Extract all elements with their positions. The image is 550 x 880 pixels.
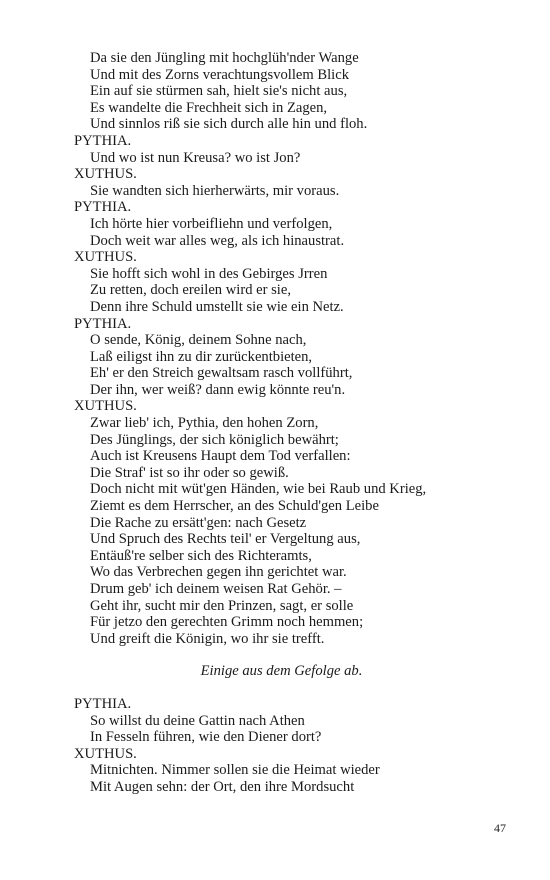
verse-line: Denn ihre Schuld umstellt sie wie ein Netz. [90, 298, 344, 315]
verse-line: Ziemt es dem Herrscher, an des Schuld'gen Leibe [90, 498, 379, 515]
verse-line: Und greift die Königin, wo ihr sie trefft. [90, 630, 325, 647]
speaker-name: XUTHUS. [74, 745, 137, 762]
verse-line: Zu retten, doch ereilen wird er sie, [90, 282, 291, 299]
speaker-name: XUTHUS. [74, 166, 137, 183]
verse-line: Und wo ist nun Kreusa? wo ist Jon? [90, 149, 301, 166]
verse-line: O sende, König, deinem Sohne nach, [90, 332, 307, 349]
verse-line: Der ihn, wer weiß? dann ewig könnte reu'n. [90, 381, 346, 398]
verse-line: Auch ist Kreusens Haupt dem Tod verfallen: [90, 448, 351, 465]
speaker-name: PYTHIA. [74, 315, 132, 332]
verse-line: Ich hörte hier vorbeifliehn und verfolgen, [90, 215, 333, 232]
verse-line: Für jetzo den gerechten Grimm noch hemmen; [90, 614, 364, 631]
verse-line: Eh' er den Streich gewaltsam rasch vollführt, [90, 365, 353, 382]
verse-line: Die Rache zu ersätt'gen: nach Gesetz [90, 514, 307, 531]
verse-line: Des Jünglings, der sich königlich bewährt; [90, 431, 339, 448]
verse-line: Sie wandten sich hierherwärts, mir voraus. [90, 182, 340, 199]
speaker-name: PYTHIA. [74, 132, 132, 149]
verse-line: Zwar lieb' ich, Pythia, den hohen Zorn, [90, 415, 319, 432]
verse-line: Sie hofft sich wohl in des Gebirges Jrren [90, 265, 328, 282]
verse-line: Doch weit war alles weg, als ich hinaustrat. [90, 232, 345, 249]
verse-line: Und sinnlos riß sie sich durch alle hin und floh. [90, 116, 368, 133]
speaker-name: XUTHUS. [74, 249, 137, 266]
verse-line: Mitnichten. Nimmer sollen sie die Heimat wieder [90, 762, 380, 779]
stage-direction: Einige aus dem Gefolge ab. [200, 663, 363, 680]
verse-line: Die Straf' ist so ihr oder so gewiß. [90, 464, 289, 481]
speaker-name: PYTHIA. [74, 199, 132, 216]
verse-line: Laß eiligst ihn zu dir zurückentbieten, [90, 348, 313, 365]
verse-line: Geht ihr, sucht mir den Prinzen, sagt, er solle [90, 597, 354, 614]
verse-line: Da sie den Jüngling mit hochglüh'nder Wange [90, 50, 359, 66]
verse-line: So willst du deine Gattin nach Athen [90, 712, 305, 729]
speaker-name: PYTHIA. [74, 695, 132, 712]
verse-line: Mit Augen sehn: der Ort, den ihre Mordsucht [90, 778, 355, 795]
drama-text [74, 50, 514, 796]
page-number: 47 [494, 821, 506, 835]
verse-line: In Fesseln führen, wie den Diener dort? [90, 729, 322, 746]
verse-line: Ein auf sie stürmen sah, hielt sie's nicht aus, [90, 83, 348, 100]
speaker-name: XUTHUS. [74, 398, 137, 415]
verse-line: Doch nicht mit wüt'gen Händen, wie bei Raub und Krieg, [90, 481, 427, 498]
verse-line: Und mit des Zorns verachtungsvollem Blick [90, 66, 349, 83]
verse-line: Es wandelte die Frechheit sich in Zagen, [90, 99, 328, 116]
verse-line: Drum geb' ich deinem weisen Rat Gehör. – [90, 581, 342, 597]
verse-line: Wo das Verbrechen gegen ihn gerichtet war. [90, 564, 347, 581]
verse-line: Entäuß're selber sich des Richteramts, [90, 547, 312, 564]
verse-line: Und Spruch des Rechts teil' er Vergeltung aus, [90, 531, 361, 548]
